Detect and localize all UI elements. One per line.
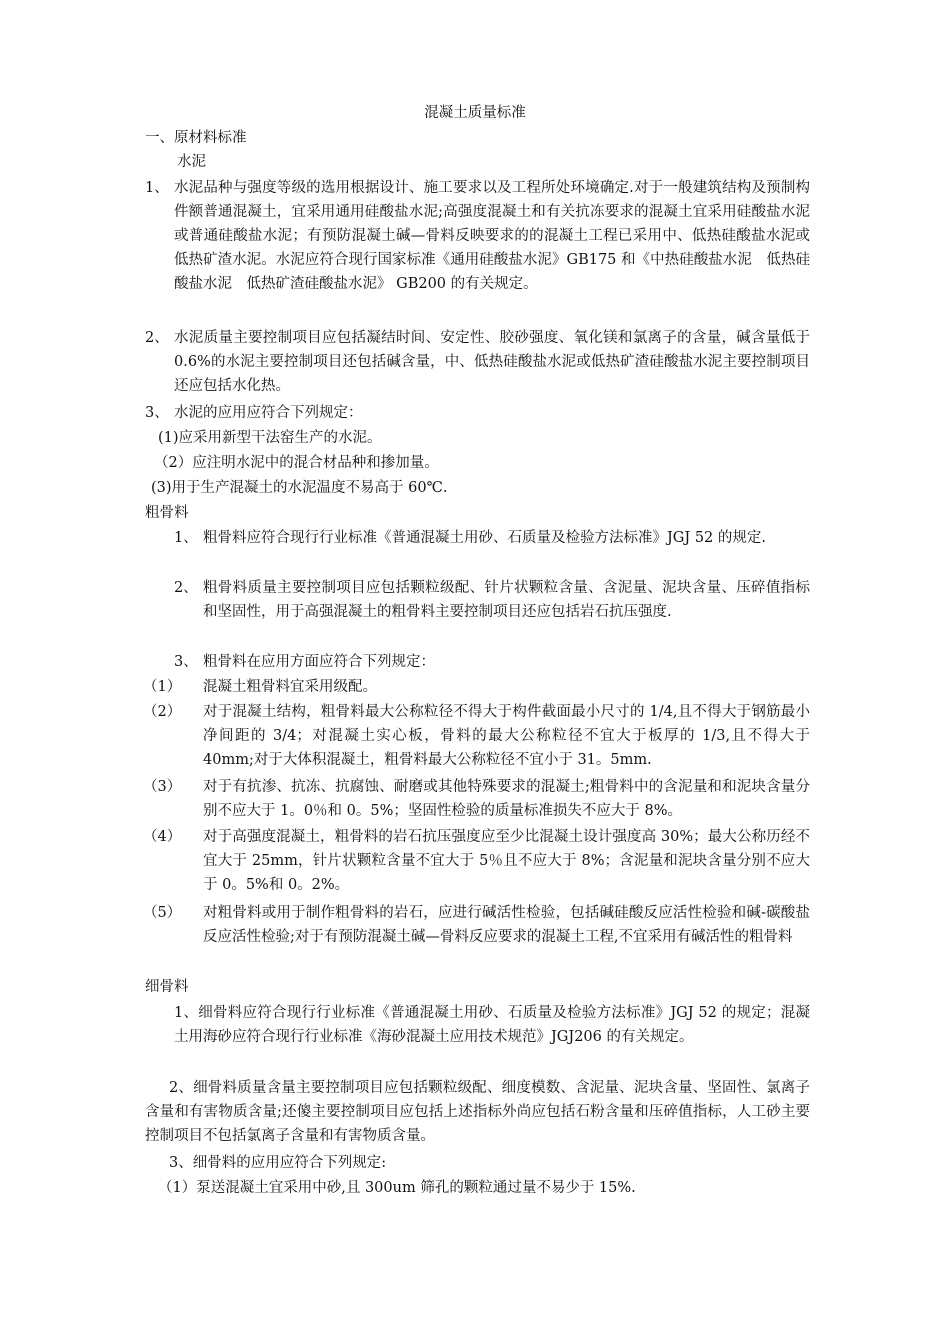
- coarse-sub-1: 混凝土粗骨料宜采用级配。: [203, 679, 377, 695]
- item-number: 3、: [174, 654, 198, 670]
- coarse-sub-2: 对于混凝土结构，粗骨料最大公称粒径不得大于构件截面最小尺寸的 1/4,且不得大于钢筋最小净间距的 3/4；对混凝土实心板，骨料的最大公称粒径不宜大于板厚的 1/3,且不得大于 40mm;对于大体积混凝土，粗骨料最大公称粒径不宜小于 31。5mm.: [203, 704, 810, 768]
- cement-sub-2: （2）应注明水泥中的混合材品种和掺加量。: [154, 455, 439, 471]
- sub-item-number: （3）: [143, 779, 182, 795]
- coarse-item-1: 粗骨料应符合现行行业标准《普通混凝土用砂、石质量及检验方法标准》JGJ 52 的规定.: [203, 530, 766, 546]
- page-title: 混凝土质量标准: [424, 105, 526, 121]
- coarse-item-3: 粗骨料在应用方面应符合下列规定：: [203, 654, 435, 670]
- item-number: 2、: [145, 330, 169, 346]
- cement-sub-1: (1)应采用新型干法窑生产的水泥。: [158, 430, 382, 446]
- fine-sub-1: （1）泵送混凝土宜采用中砂,且 300um 筛孔的颗粒通过量不易少于 15%.: [158, 1180, 636, 1196]
- subsection-heading-coarse: 粗骨料: [145, 505, 189, 521]
- item-number: 3、: [145, 405, 169, 421]
- sub-item-number: （2）: [143, 704, 182, 720]
- item-number: 1、: [174, 530, 198, 546]
- sub-item-number: （1）: [143, 679, 182, 695]
- cement-item-3: 水泥的应用应符合下列规定：: [174, 405, 363, 421]
- fine-item-2: 2、细骨料质量含量主要控制项目应包括颗粒级配、细度模数、含泥量、泥块含量、坚固性、氯离子含量和有害物质含量;还傻主要控制项目应包括上述指标外尚应包括石粉含量和压碎值指标，人工砂主要控制项目不包括氯离子含量和有害物质含量。: [145, 1080, 810, 1144]
- cement-item-1: 水泥品种与强度等级的选用根据设计、施工要求以及工程所处环境确定.对于一般建筑结构及预制构件额普通混凝土，宜采用通用硅酸盐水泥;高强度混凝土和有关抗冻要求的混凝土宜采用硅酸盐水泥或普通硅酸盐水泥；有预防混凝土碱—骨料反映要求的的混凝土工程已采用中、低热硅酸盐水泥或低热矿渣水泥。水泥应符合现行国家标准《通用硅酸盐水泥》GB175 和《中热硅酸盐水泥 低热硅酸盐水泥 低热矿渣硅酸盐水泥》 GB200 的有关规定。: [174, 180, 810, 292]
- subsection-heading-fine: 细骨料: [145, 979, 189, 995]
- fine-item-3: 3、细骨料的应用应符合下列规定:: [169, 1155, 387, 1171]
- sub-item-number: （5）: [143, 905, 182, 921]
- item-number: 1、: [145, 180, 169, 196]
- coarse-sub-5: 对粗骨料或用于制作粗骨料的岩石，应进行碱活性检验，包括碱硅酸反应活性检验和碱-碳酸盐反应活性检验;对于有预防混凝土碱—骨料反应要求的混凝土工程,不宜采用有碱活性的粗骨料: [203, 905, 810, 945]
- item-number: 2、: [174, 580, 198, 596]
- sub-item-number: （4）: [143, 829, 182, 845]
- subsection-heading-cement: 水泥: [177, 154, 206, 170]
- cement-sub-3: (3)用于生产混凝土的水泥温度不易高于 60℃.: [151, 480, 448, 496]
- section-heading: 一、原材料标准: [145, 130, 247, 146]
- cement-item-2: 水泥质量主要控制项目应包括凝结时间、安定性、胶砂强度、氧化镁和氯离子的含量，碱含量低于 0.6%的水泥主要控制项目还包括碱含量，中、低热硅酸盐水泥或低热矿渣硅酸盐水泥主要控制项目还应包括水化热。: [174, 330, 810, 394]
- coarse-item-2: 粗骨料质量主要控制项目应包括颗粒级配、针片状颗粒含量、含泥量、泥块含量、压碎值指标和坚固性，用于高强混凝土的粗骨料主要控制项目还应包括岩石抗压强度.: [203, 580, 810, 620]
- coarse-sub-4: 对于高强度混凝土，粗骨料的岩石抗压强度应至少比混凝土设计强度高 30%；最大公称历经不宜大于 25mm，针片状颗粒含量不宜大于 5％且不应大于 8%；含泥量和泥块含量分别不应大于 0。5%和 0。2%。: [203, 829, 810, 893]
- coarse-sub-3: 对于有抗渗、抗冻、抗腐蚀、耐磨或其他特殊要求的混凝土;粗骨料中的含泥量和和泥块含量分别不应大于 1。0％和 0。5%；坚固性检验的质量标准损失不应大于 8%。: [203, 779, 810, 819]
- fine-item-1: 1、细骨料应符合现行行业标准《普通混凝土用砂、石质量及检验方法标准》JGJ 52 的规定；混凝土用海砂应符合现行行业标准《海砂混凝土应用技术规范》JGJ206 的有关规定。: [174, 1005, 810, 1045]
